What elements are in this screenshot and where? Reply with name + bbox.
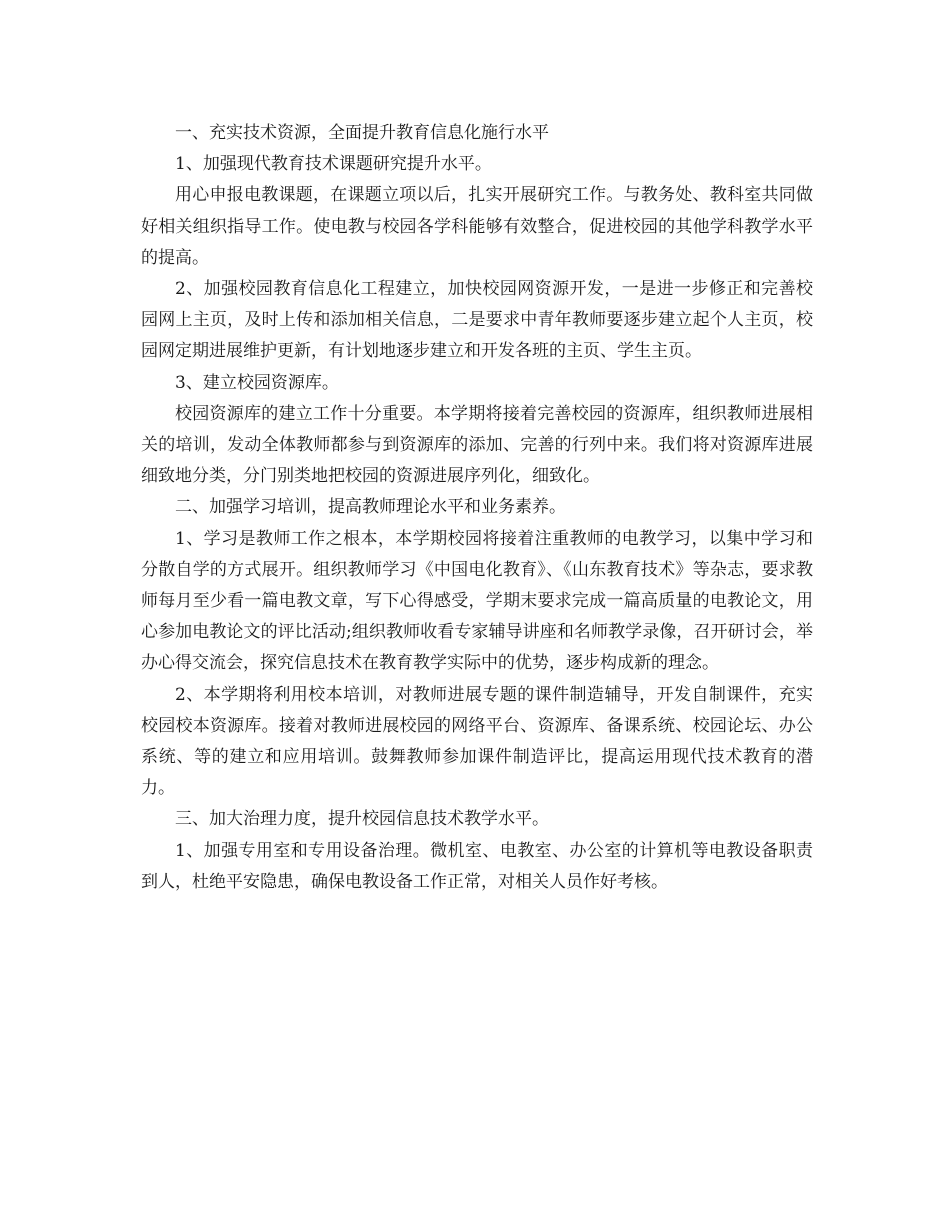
section-heading-2: 二、加强学习培训，提高教师理论水平和业务素养。	[175, 497, 566, 518]
paragraph-1-1: 用心申报电教课题，在课题立项以后，扎实开展研究工作。与教务处、教科室共同做好相关组织指导工作。使电教与校园各学科能够有效整合，促进校园的其他学科教学水平的提高。	[141, 185, 813, 268]
document-body	[141, 118, 813, 898]
subheading-1-3: 3、建立校园资源库。	[175, 372, 339, 393]
paragraph-3-1: 1、加强专用室和专用设备治理。微机室、电教室、办公室的计算机等电教设备职责到人，杜绝平安隐患，确保电教设备工作正常，对相关人员作好考核。	[141, 840, 813, 892]
section-heading-1: 一、充实技术资源，全面提升教育信息化施行水平	[175, 123, 549, 143]
subheading-1-1: 1、加强现代教育技术课题研究提升水平。	[175, 154, 492, 175]
paragraph-1-2: 2、加强校园教育信息化工程建立，加快校园网资源开发，一是进一步修正和完善校园网上主页，及时上传和添加相关信息，二是要求中青年教师要逐步建立起个人主页，校园网定期进展维护更新，有计划地逐步建立和开发各班的主页、学生主页。	[141, 279, 813, 362]
paragraph-2-2: 2、本学期将利用校本培训，对教师进展专题的课件制造辅导，开发自制课件，充实校园校本资源库。接着对教师进展校园的网络平台、资源库、备课系统、校园论坛、办公系统、等的建立和应用培训。鼓舞教师参加课件制造评比，提高运用现代技术教育的潜力。	[141, 684, 813, 799]
paragraph-1-3: 校园资源库的建立工作十分重要。本学期将接着完善校园的资源库，组织教师进展相关的培训，发动全体教师都参与到资源库的添加、完善的行列中来。我们将对资源库进展细致地分类，分门别类地把校园的资源进展序列化，细致化。	[141, 403, 813, 487]
paragraph-2-1: 1、学习是教师工作之根本，本学期校园将接着注重教师的电教学习，以集中学习和分散自学的方式展开。组织教师学习《中国电化教育》、《山东教育技术》等杂志，要求教师每月至少看一篇电教文章，写下心得感受，学期末要求完成一篇高质量的电教论文，用心参加电教论文的评比活动;组织教师收看专家辅导讲座和名师教学录像，召开研讨会，举办心得交流会，探究信息技术在教育教学实际中的优势，逐步构成新的理念。	[141, 528, 813, 674]
section-heading-3: 三、加大治理力度，提升校园信息技术教学水平。	[175, 809, 549, 830]
